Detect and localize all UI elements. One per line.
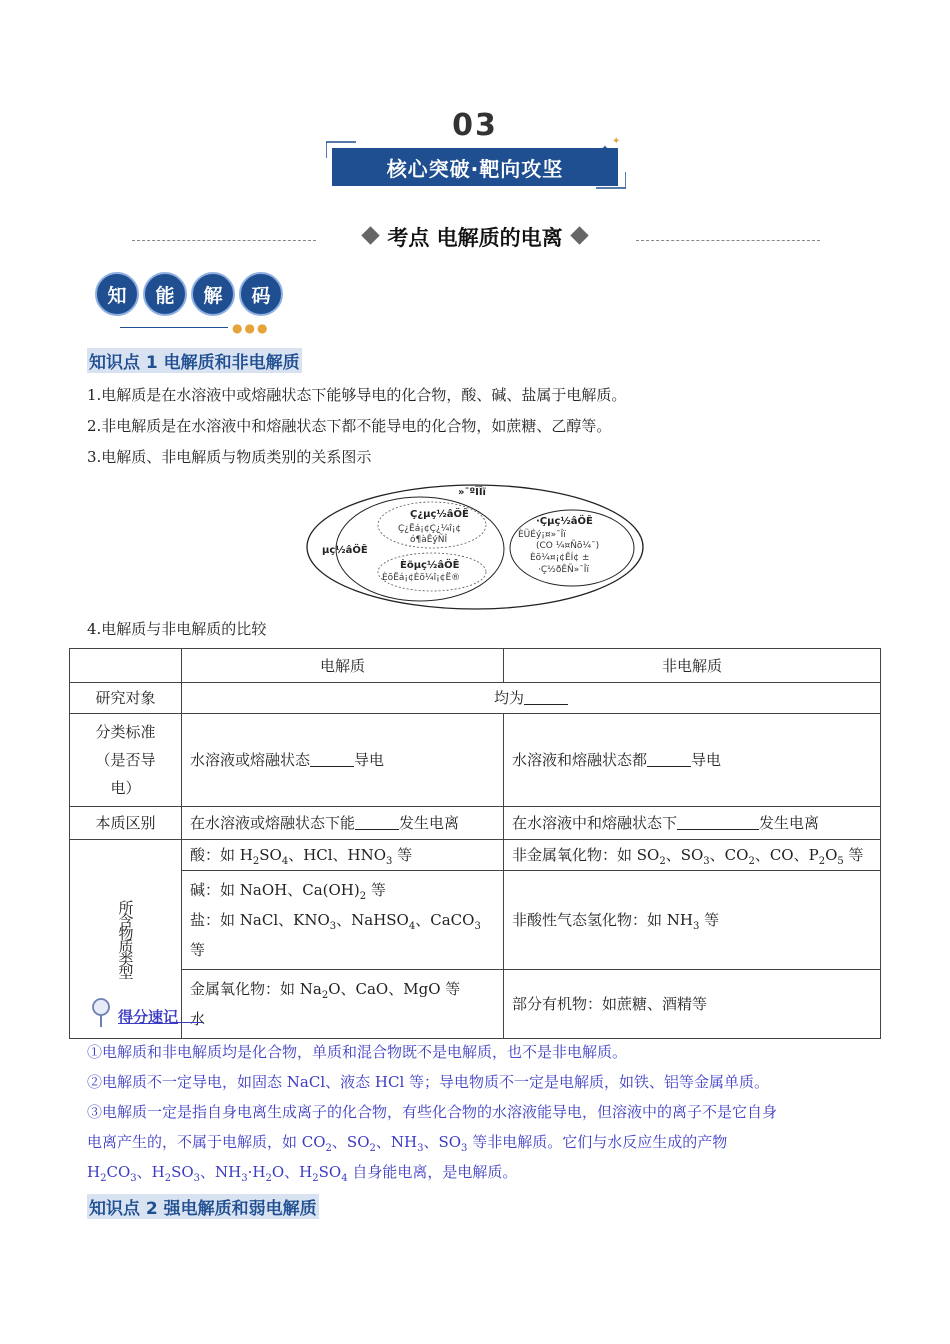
table-cell: 非金属氧化物：如 $SO_2$、$SO_3$、$CO_2$、CO、$P_2O_5$ 等 — [504, 840, 881, 871]
row-label-text: 所含物质类型 — [116, 900, 135, 978]
row-label: 本质区别 — [70, 807, 182, 840]
cell-text: 非金属氧化物：如 SO — [512, 846, 660, 864]
venn-label: Ç¿µç½âÖÊ — [410, 509, 469, 520]
sparkle-icon: ✦ — [612, 136, 621, 147]
table-cell — [182, 683, 881, 714]
knowledge-point-title: 知识点 1 电解质和非电解质 — [87, 348, 302, 373]
fill-blank — [524, 689, 568, 705]
tip-line: $H_2CO_3$、$H_2SO_3$、$NH_3\cdot H_2O$、$H_2SO_4$ 自身能电离，是电解质。 — [87, 1163, 518, 1184]
venn-label: ÈÜÉý¡¤»¯Îï — [518, 530, 566, 540]
badge-group — [95, 272, 283, 316]
table-row — [70, 649, 881, 683]
cell-text: 金属氧化物：如 Na — [190, 980, 322, 998]
cell-text: 发生电离 — [399, 814, 460, 832]
paragraph: 2.非电解质是在水溶液中和熔融状态下都不能导电的化合物，如蔗糖、乙醇等。 — [87, 417, 612, 435]
table-row — [70, 683, 881, 714]
venn-label: ó¶àÊýÑÎ — [410, 535, 448, 545]
tip-text: 等非电解质。它们与水反应生成的产物 — [472, 1133, 728, 1151]
venn-label: Ç¿Ëá¡¢Ç¿¼î¡¢ — [398, 524, 462, 534]
row-label: 研究对象 — [70, 683, 182, 714]
table-cell: 非酸性气态氢化物：如 $NH_3$ 等 — [504, 871, 881, 970]
cell-text: 水 — [190, 1010, 206, 1028]
cell-text: 水溶液或熔融状态 — [190, 751, 311, 769]
badge: 码 — [239, 272, 283, 316]
tip-text: 电离产生的，不属于电解质，如 CO — [87, 1133, 326, 1151]
fill-blank — [355, 814, 399, 830]
tip-line: ③电解质一定是指自身电离生成离子的化合物，有些化合物的水溶液能导电，但溶液中的离子不是它自身 — [87, 1103, 778, 1121]
comparison-table — [69, 648, 881, 1039]
cell-text: 在水溶液或熔融状态下能 — [190, 814, 356, 832]
fill-blank — [677, 814, 759, 830]
table-cell: 金属氧化物：如 $Na_2O$、CaO、MgO 等 水 — [182, 970, 504, 1039]
table-header: 非电解质 — [504, 649, 881, 683]
paragraph: 3.电解质、非电解质与物质类别的关系图示 — [87, 448, 372, 466]
venn-label: Èõµç½âÖÊ — [400, 560, 460, 571]
table-row — [70, 840, 881, 871]
divider — [120, 327, 228, 328]
venn-label: ·Ç½ðÊÑ»¯Îï — [538, 565, 589, 575]
paragraph: 4.电解质与非电解质的比较 — [87, 620, 267, 638]
tip-text: 自身能电离，是电解质。 — [352, 1163, 518, 1181]
tip-line: ②电解质不一定导电，如固态 NaCl、液态 HCl 等；导电物质不一定是电解质，如铁、铝等金属单质。 — [87, 1073, 770, 1091]
venn-label: ·Çµç½âÖÊ — [536, 516, 593, 527]
cell-text: 碱：如 NaOH、Ca(OH) — [190, 881, 360, 899]
badge: 解 — [191, 272, 235, 316]
table-cell: 碱：如 NaOH、$Ca(OH)_2$ 等 盐：如 NaCl、$KNO_3$、NaHSO$_4$、CaCO$_3$ 等 — [182, 871, 504, 970]
cell-text: 酸：如 H — [190, 846, 253, 864]
cell-text: 在水溶液中和熔融状态下 — [512, 814, 678, 832]
table-cell: 部分有机物：如蔗糖、酒精等 — [504, 970, 881, 1039]
diamond-icon — [570, 226, 588, 244]
venn-label: (CO ¼¤Ñõ¼¯) — [536, 541, 600, 551]
dots-decoration: ●●● — [232, 321, 270, 335]
diamond-icon — [362, 226, 380, 244]
venn-label: Èõ¼¤¡¢ÊÍ¢ ± — [530, 553, 590, 563]
table-cell — [504, 807, 881, 840]
underline — [176, 1022, 202, 1023]
cell-text: 导电 — [691, 751, 722, 769]
badge: 能 — [143, 272, 187, 316]
sparkle-icon: ✦ — [602, 144, 608, 152]
badge: 知 — [95, 272, 139, 316]
tip-title: 得分速记 — [118, 1008, 179, 1026]
venn-diagram — [300, 482, 650, 612]
cell-text: 导电 — [354, 751, 385, 769]
table-cell — [504, 714, 881, 807]
section-banner: 核心突破·靶向攻坚 — [332, 148, 618, 186]
section-number: 03 — [452, 108, 498, 143]
topic-heading — [0, 222, 950, 252]
venn-label: »¯ºÏÎï — [458, 487, 486, 498]
cell-text: 均为 — [493, 689, 524, 707]
row-label-text: 分类标准（是否导电） — [95, 723, 156, 797]
paragraph: 1.电解质是在水溶液中或熔融状态下能够导电的化合物，酸、碱、盐属于电解质。 — [87, 386, 627, 404]
table-row — [70, 970, 881, 1039]
table-cell — [182, 807, 504, 840]
cell-text: 发生电离 — [759, 814, 820, 832]
weak-ellipse — [378, 553, 486, 591]
cell-text: 盐：如 NaCl、KNO — [190, 911, 330, 929]
fill-blank — [647, 751, 691, 767]
fill-blank — [310, 751, 354, 767]
knowledge-point-title: 知识点 2 强电解质和弱电解质 — [87, 1194, 319, 1219]
venn-label: µç½âÖÊ — [322, 545, 368, 556]
tip-line: 电离产生的，不属于电解质，如 $CO_2$、$SO_2$、$NH_3$、$SO_3$ 等非电解质。它们与水反应生成的产物 — [87, 1133, 728, 1154]
venn-label: ÈõËá¡¢Èõ¼î¡¢Ë® — [382, 573, 461, 583]
magnifier-icon — [90, 997, 112, 1029]
cell-text: 水溶液和熔融状态都 — [512, 751, 648, 769]
table-cell — [70, 649, 182, 683]
table-row — [70, 807, 881, 840]
row-label — [70, 714, 182, 807]
topic-title: 考点 电解质的电离 — [387, 226, 563, 250]
cell-text: 非酸性气态氢化物：如 NH — [512, 911, 693, 929]
table-row — [70, 871, 881, 970]
tip-line: ①电解质和非电解质均是化合物，单质和混合物既不是电解质，也不是非电解质。 — [87, 1043, 628, 1061]
table-header: 电解质 — [182, 649, 504, 683]
table-cell: 酸：如 $H_2SO_4$、HCl、$HNO_3$ 等 — [182, 840, 504, 871]
table-row — [70, 714, 881, 807]
table-cell — [182, 714, 504, 807]
